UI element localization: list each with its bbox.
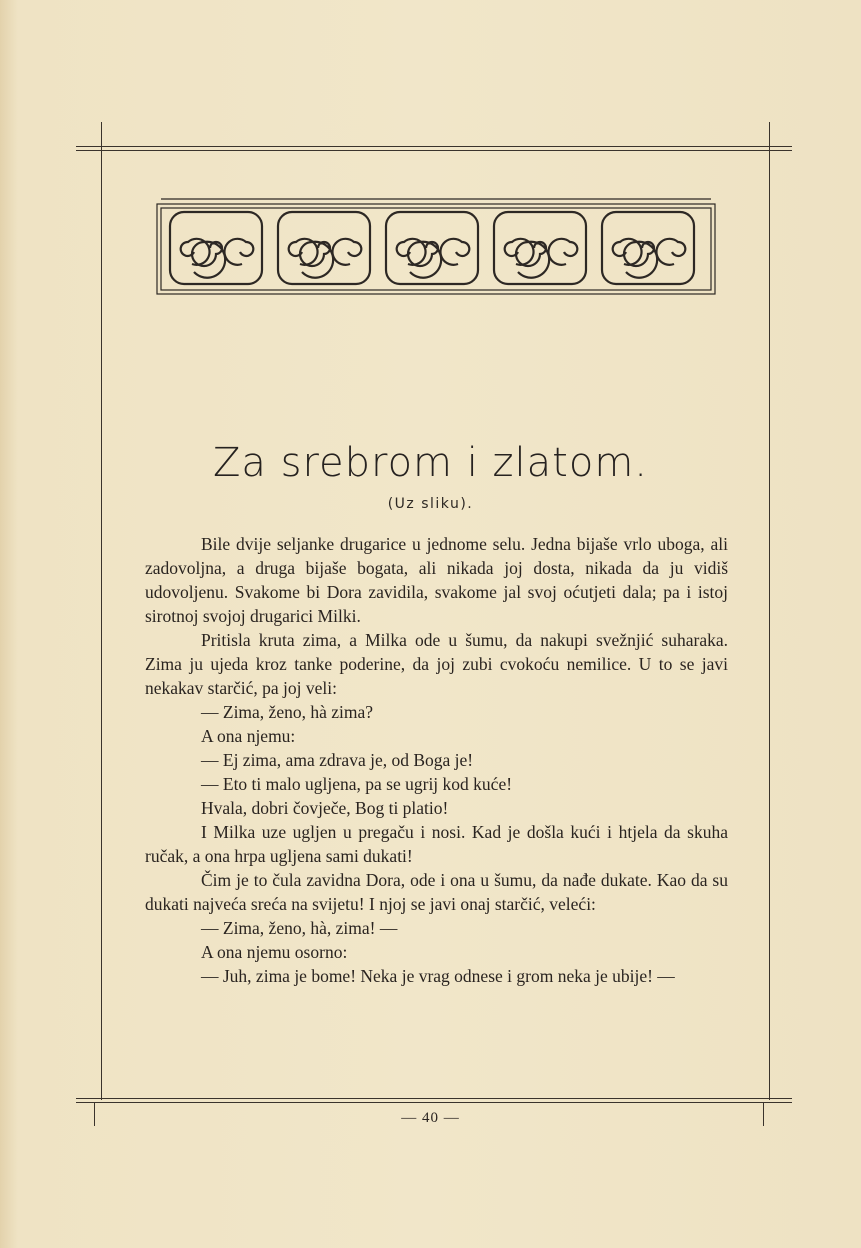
page-number: — 40 —: [401, 1110, 460, 1126]
story-paragraph: Bile dvije seljanke drugarice u jednome selu. Jedna bijaše vrlo uboga, ali zadovoljna, a druga bijaše bogata, ali nikada joj dosta, nikada da ju vidiš udovoljenu. Svakome bi Dora zavidila, svakome jal svoj oćutjeti dala; pa i istoj sirotnoj svojoj drugarici Milki.: [145, 534, 728, 626]
story-paragraph: — Zima, ženo, hà zima?: [201, 702, 374, 722]
story-title: Za srebrom i zlatom.: [212, 440, 649, 486]
story-paragraph: A ona njemu osorno:: [201, 942, 348, 962]
story-body: [145, 532, 728, 988]
story-paragraph: — Juh, zima je bome! Neka je vrag odnese i grom neka je ubije! —: [201, 966, 675, 986]
story-paragraph: I Milka uze ugljen u pregaču i nosi. Kad je došla kući i htjela da skuha ručak, a ona hrpa ugljena sami dukati!: [145, 822, 728, 866]
story-paragraph: Čim je to čula zavidna Dora, ode i ona u šumu, da nađe dukate. Kao da su dukati najveća sreća na svijetu! I njoj se javi onaj starčić, veleći:: [145, 870, 728, 914]
spiral-ornament-border: [156, 198, 716, 298]
story-paragraph: — Zima, ženo, hà, zima! —: [201, 918, 398, 938]
story-paragraph: A ona njemu:: [201, 726, 296, 746]
story-paragraph: Hvala, dobri čovječe, Bog ti platio!: [201, 798, 449, 818]
story-paragraph: — Ej zima, ama zdrava je, od Boga je!: [201, 750, 474, 770]
story-paragraph: Pritisla kruta zima, a Milka ode u šumu, da nakupi svežnjić suharaka. Zima ju ujeda kroz tanke poderine, da joj zubi cvokoću nemilice. U to se javi nekakav starčić, pa joj veli:: [145, 630, 728, 698]
story-subtitle: (Uz sliku).: [387, 496, 474, 512]
story-paragraph: — Eto ti malo ugljena, pa se ugrij kod kuće!: [201, 774, 513, 794]
